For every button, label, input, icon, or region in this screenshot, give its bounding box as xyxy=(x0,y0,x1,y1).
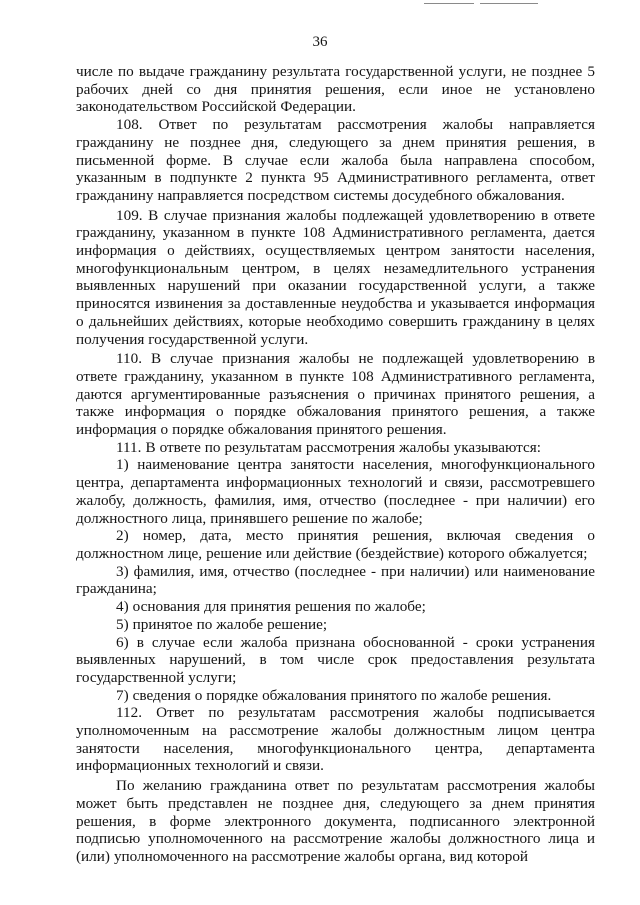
list-item-111-2: 2) номер, дата, место принятия решения, включая сведения о должностном лице, решение или действие (бездействие) которого обжалуется; xyxy=(76,527,595,562)
paragraph-108: 108. Ответ по результатам рассмотрения жалобы направляется гражданину не позднее дня, следующего за днем принятия решения, в письменной форме. В случае если жалоба была направлена способом, указанным в подпункте 2 пункта 95 Административного регламента, ответ гражданину направляется посредством системы досудебного обжалования. xyxy=(76,116,595,204)
top-edge-rule xyxy=(424,3,474,4)
list-item-111-1: 1) наименование центра занятости населения, многофункционального центра, департамента информационных технологий и связи, рассмотревшего жалобу, должность, фамилия, имя, отчество (последнее - при наличии) его должностного лица, принявшего решение по жалобе; xyxy=(76,456,595,527)
list-item-111-5: 5) принятое по жалобе решение; xyxy=(116,615,328,633)
paragraph-112: 112. Ответ по результатам рассмотрения жалобы подписывается уполномоченным на рассмотрение жалобы должностным лицом центра занятости населения, многофункционального центра, департамента информационных технологий и связи. xyxy=(76,704,595,775)
paragraph-continuation: числе по выдаче гражданину результата государственной услуги, не позднее 5 рабочих дней со дня принятия решения, если иное не установлено законодательством Российской Федерации. xyxy=(76,63,595,116)
list-item-111-4: 4) основания для принятия решения по жалобе; xyxy=(116,598,426,616)
document-body xyxy=(76,63,595,866)
page-number: 36 xyxy=(312,34,328,50)
paragraph-109: 109. В случае признания жалобы подлежащей удовлетворению в ответе гражданину, указанном в пункте 108 Административного регламента, дается информация о действиях, осуществляемых центром занятости населения, многофункциональным центром, в целях незамедлительного устранения выявленных нарушений при оказании государственной услуги, а также приносятся извинения за доставленные неудобства и указывается информация о дальнейших действиях, которые необходимо совершить гражданину в целях получения государственной услуги. xyxy=(76,206,595,348)
paragraph-112-electronic: По желанию гражданина ответ по результатам рассмотрения жалобы может быть представлен не позднее дня, следующего за днем принятия решения, в форме электронного документа, подписанного электронной подписью уполномоченного на рассмотрение жалобы должностного лица и (или) уполномоченного на рассмотрение жалобы органа, вид которой xyxy=(76,777,595,865)
list-item-111-7: 7) сведения о порядке обжалования принятого по жалобе решения. xyxy=(116,686,552,704)
top-edge-rule xyxy=(480,3,538,4)
list-item-111-6: 6) в случае если жалоба признана обоснованной - сроки устранения выявленных нарушений, в том числе срок предоставления результата государственной услуги; xyxy=(76,633,595,686)
paragraph-110: 110. В случае признания жалобы не подлежащей удовлетворению в ответе гражданину, указанном в пункте 108 Административного регламента, даются аргументированные разъяснения о причинах принятого решения, а также информация о порядке обжалования принятого решения, а также информация о порядке обжалования принятого решения. xyxy=(76,350,595,439)
list-item-111-3: 3) фамилия, имя, отчество (последнее - при наличии) или наименование гражданина; xyxy=(76,562,595,598)
paragraph-111: 111. В ответе по результатам рассмотрения жалобы указываются: xyxy=(116,438,541,456)
